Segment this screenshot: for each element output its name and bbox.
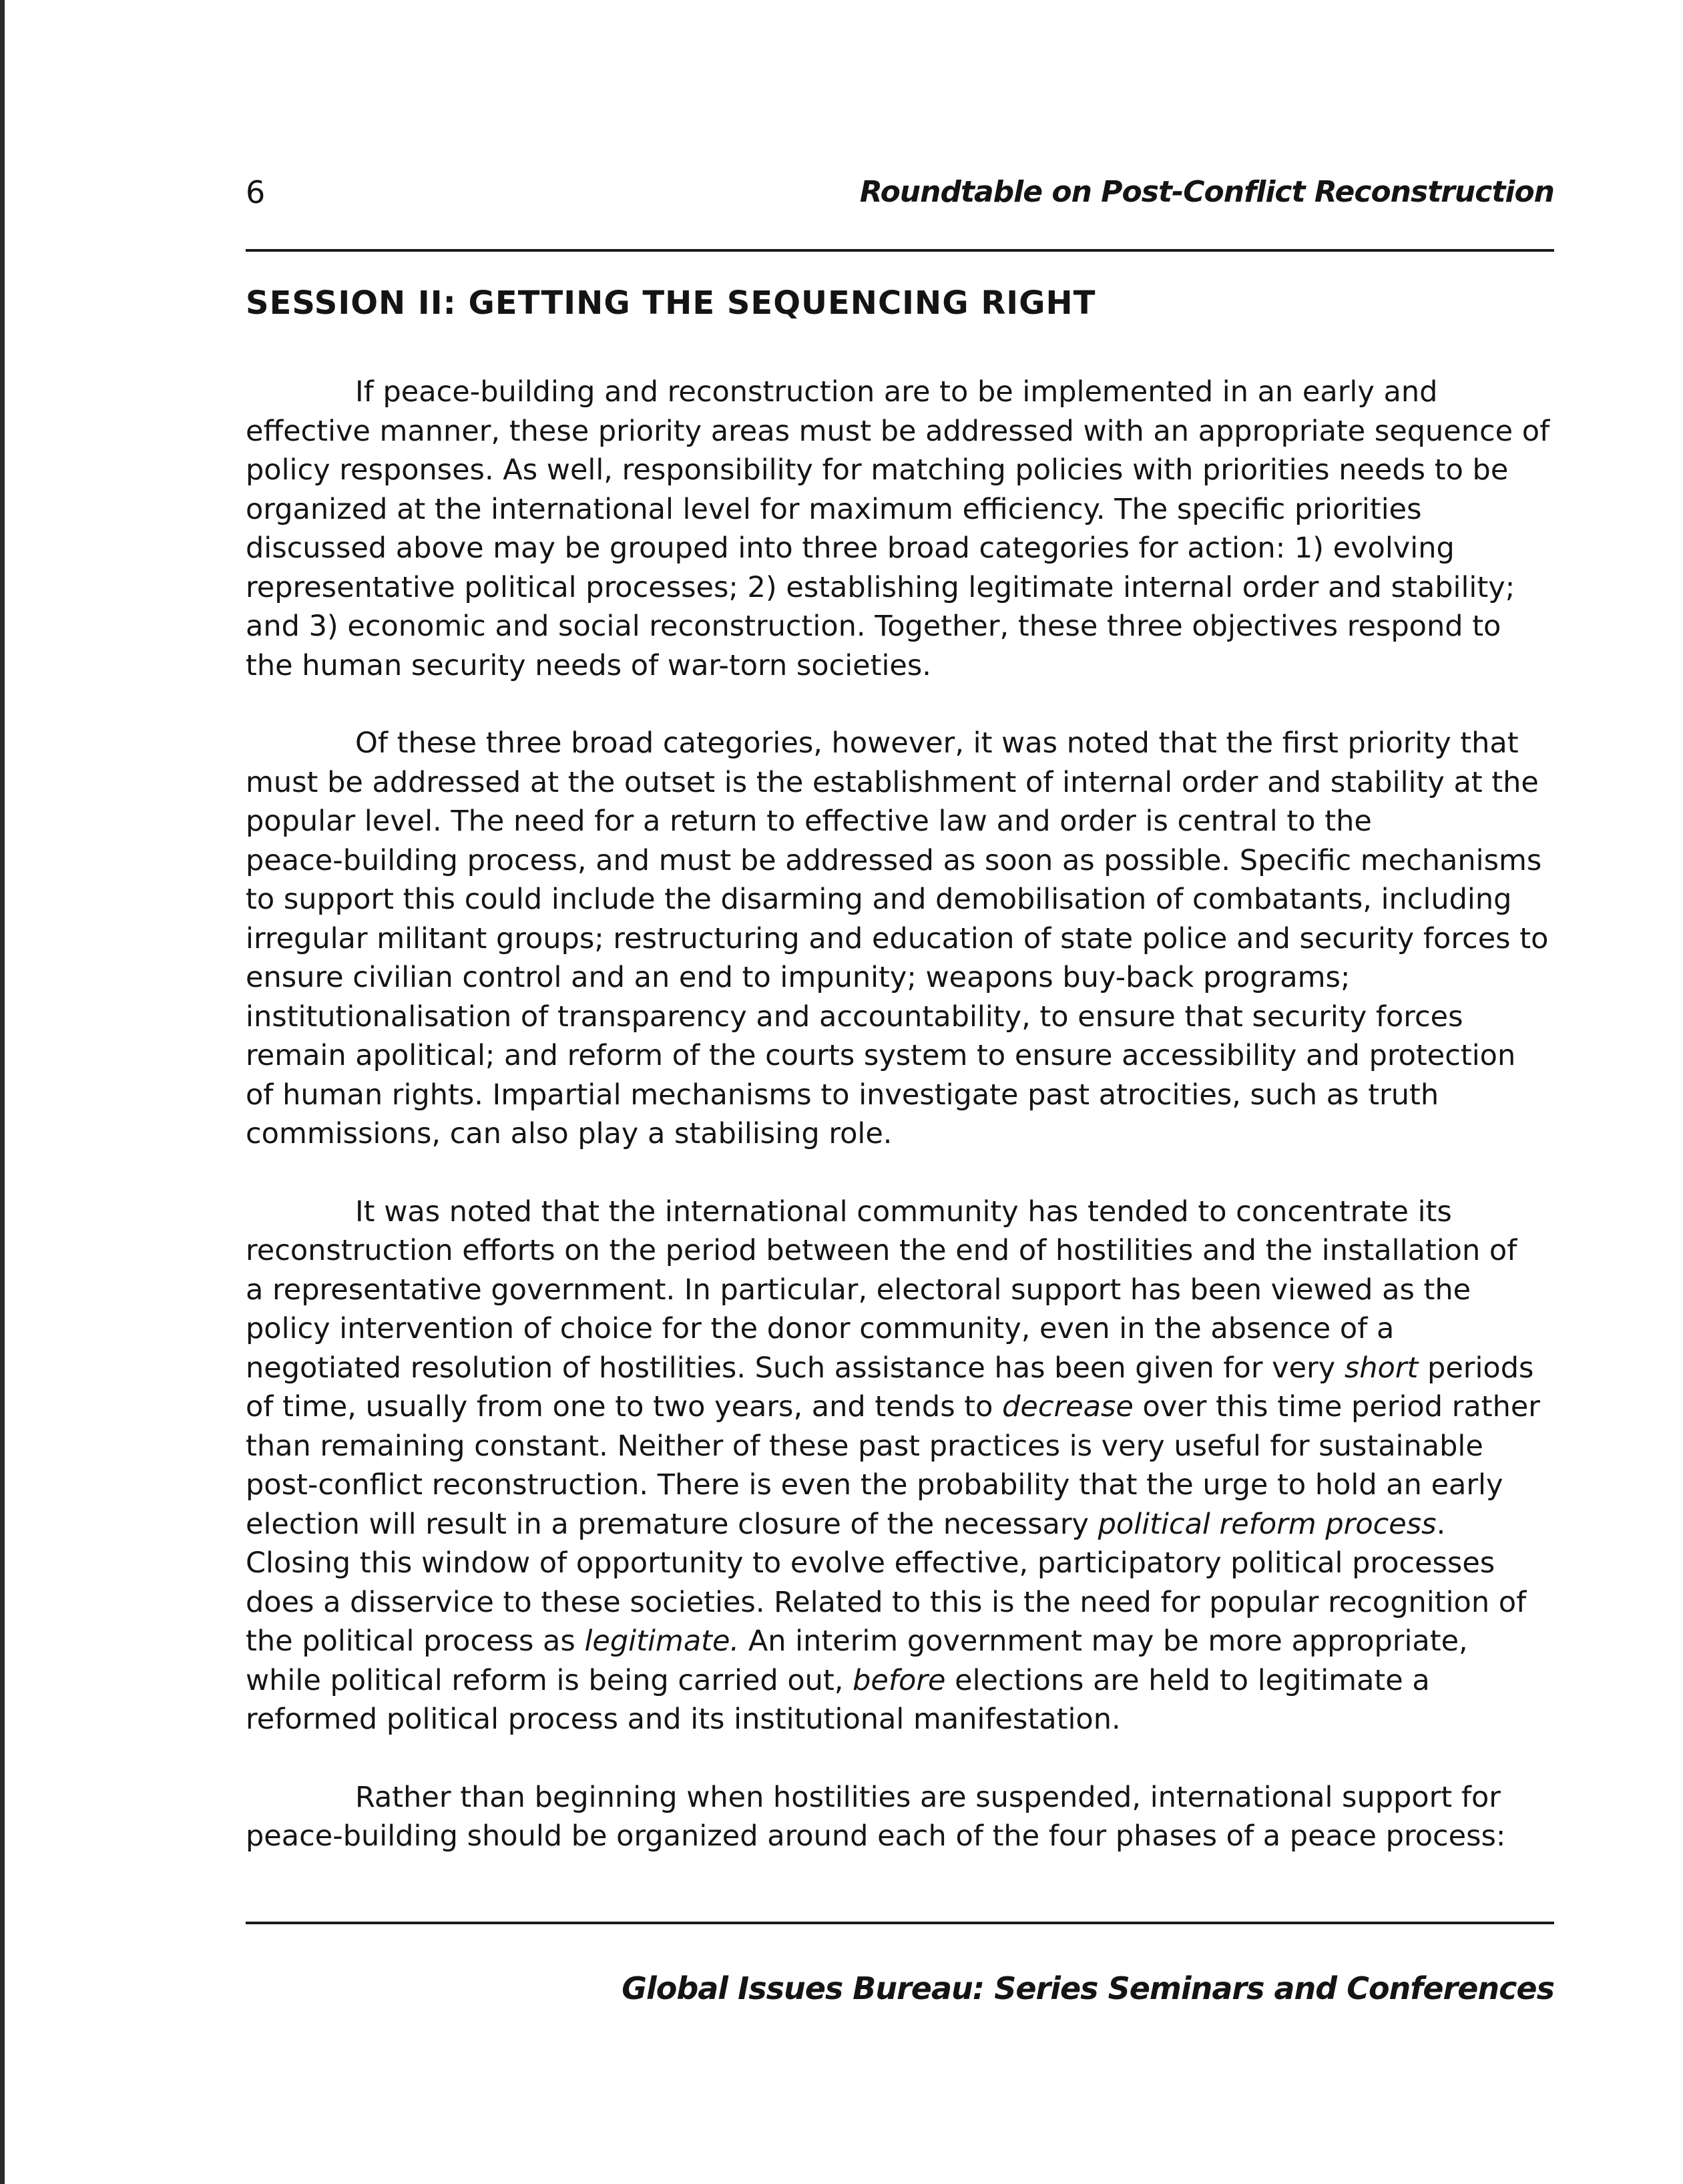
paragraph-line: It was noted that the international community has tended to concentrate its <box>355 1194 1452 1229</box>
binding-edge <box>0 0 5 2184</box>
paragraph-line: policy responses. As well, responsibility for matching policies with priorities needs to be <box>246 453 1509 487</box>
paragraph-line: of time, usually from one to two years, and tends to decrease over this time period rather <box>246 1390 1540 1424</box>
paragraph-line: discussed above may be grouped into three broad categories for action: 1) evolving <box>246 531 1455 565</box>
paragraph-line: representative political processes; 2) establishing legitimate internal order and stability; <box>246 570 1515 604</box>
paragraph-line: remain apolitical; and reform of the courts system to ensure accessibility and protection <box>246 1039 1516 1072</box>
paragraph-line: of human rights. Impartial mechanisms to investigate past atrocities, such as truth <box>246 1078 1439 1112</box>
paragraph-line: post-conflict reconstruction. There is even the probability that the urge to hold an early <box>246 1468 1503 1502</box>
paragraph-line: than remaining constant. Neither of these past practices is very useful for sustainable <box>246 1429 1483 1463</box>
paragraph-line: does a disservice to these societies. Related to this is the need for popular recognition of <box>246 1585 1527 1619</box>
page-number: 6 <box>246 174 266 210</box>
paragraph <box>246 373 1554 685</box>
body-text <box>246 373 1554 1895</box>
paragraph-line: reformed political process and its institutional manifestation. <box>246 1703 1121 1736</box>
paragraph-line: a representative government. In particular, electoral support has been viewed as the <box>246 1273 1471 1307</box>
footer-rule <box>246 1922 1554 1924</box>
paragraph <box>246 724 1554 1154</box>
running-footer-title: Global Issues Bureau: Series Seminars and Conferences <box>622 1970 1554 2006</box>
paragraph-line: and 3) economic and social reconstruction. Together, these three objectives respond to <box>246 610 1501 643</box>
running-header <box>246 172 1554 212</box>
document-page <box>246 0 1554 2184</box>
paragraph-line: negotiated resolution of hostilities. Such assistance has been given for very short periods <box>246 1351 1534 1385</box>
paragraph-line: Rather than beginning when hostilities are suspended, international support for <box>355 1780 1501 1814</box>
paragraph-line: while political reform is being carried out, before elections are held to legitimate a <box>246 1663 1430 1697</box>
paragraph-line: popular level. The need for a return to effective law and order is central to the <box>246 805 1372 838</box>
paragraph-line: ensure civilian control and an end to impunity; weapons buy-back programs; <box>246 961 1351 994</box>
paragraph <box>246 1778 1554 1856</box>
paragraph-line: the political process as legitimate. An interim government may be more appropriate, <box>246 1624 1468 1658</box>
paragraph-line: effective manner, these priority areas must be addressed with an appropriate sequence of <box>246 414 1550 448</box>
paragraph-line: If peace-building and reconstruction are to be implemented in an early and <box>355 375 1438 409</box>
running-header-title: Roundtable on Post-Conflict Reconstruction <box>859 175 1554 209</box>
paragraph-line: commissions, can also play a stabilising role. <box>246 1117 893 1150</box>
paragraph-line: reconstruction efforts on the period between the end of hostilities and the installation of <box>246 1234 1517 1267</box>
paragraph <box>246 1192 1554 1739</box>
paragraph-line: irregular militant groups; restructuring and education of state police and security forces to <box>246 921 1549 955</box>
paragraph-line: Closing this window of opportunity to evolve effective, participatory political processes <box>246 1546 1495 1580</box>
paragraph-line: peace-building process, and must be addressed as soon as possible. Specific mechanisms <box>246 843 1542 877</box>
paragraph-line: policy intervention of choice for the donor community, even in the absence of a <box>246 1312 1395 1345</box>
section-heading: SESSION II: GETTING THE SEQUENCING RIGHT <box>246 284 1096 322</box>
paragraph-line: the human security needs of war-torn societies. <box>246 648 931 682</box>
paragraph-line: peace-building should be organized around each of the four phases of a peace process: <box>246 1819 1506 1853</box>
paragraph-line: must be addressed at the outset is the establishment of internal order and stability at the <box>246 765 1539 799</box>
paragraph-line: Of these three broad categories, however, it was noted that the first priority that <box>355 726 1519 760</box>
paragraph-line: election will result in a premature closure of the necessary political reform process. <box>246 1507 1446 1541</box>
header-rule <box>246 249 1554 252</box>
paragraph-line: organized at the international level for maximum efficiency. The specific priorities <box>246 492 1422 526</box>
paragraph-line: to support this could include the disarming and demobilisation of combatants, including <box>246 883 1512 916</box>
paragraph-line: institutionalisation of transparency and accountability, to ensure that security forces <box>246 1000 1463 1034</box>
